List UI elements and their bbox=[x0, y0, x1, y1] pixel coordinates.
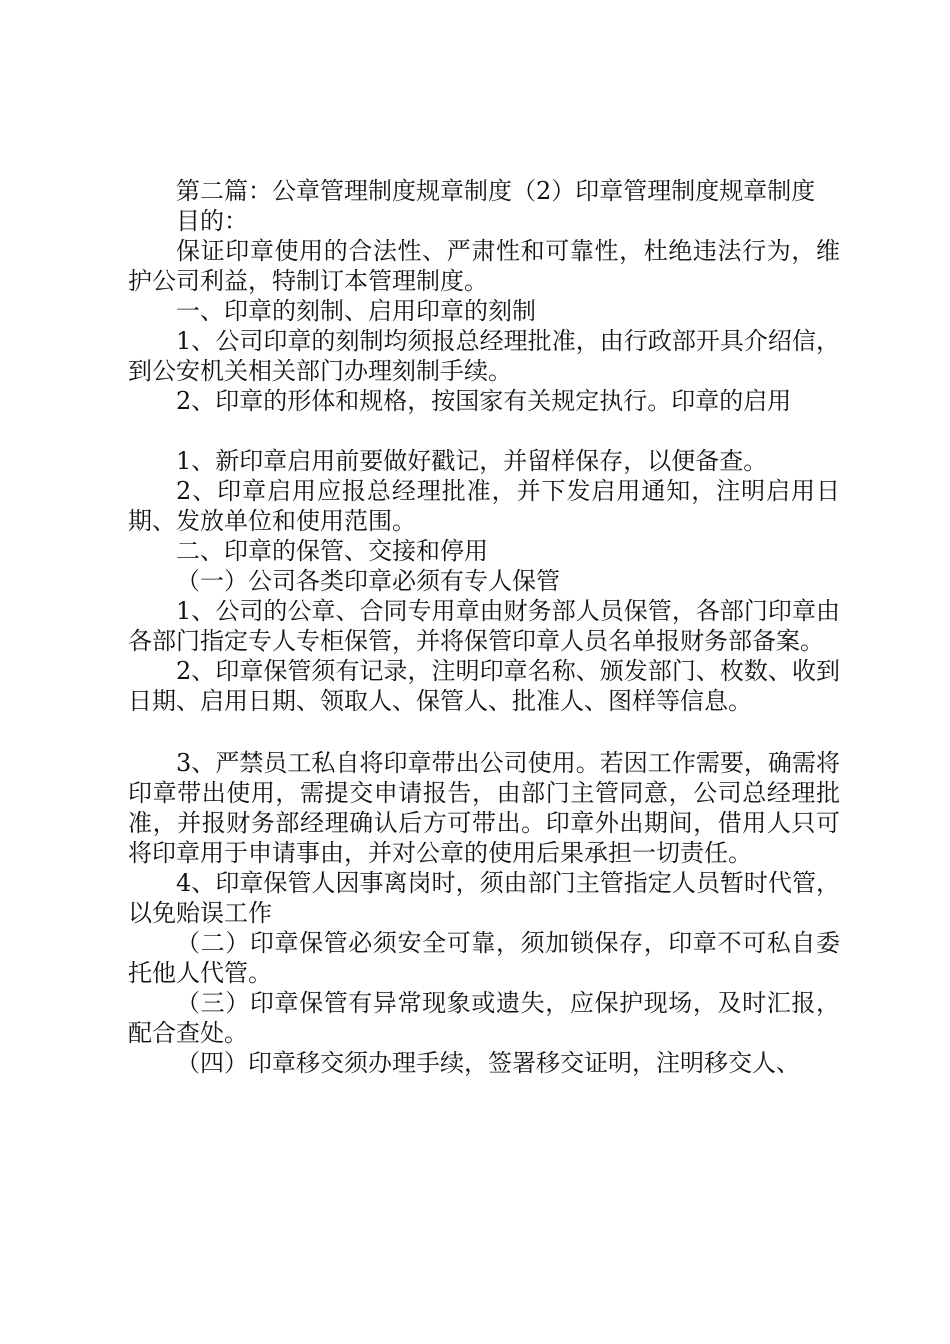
subsection-4: （四）印章移交须办理手续，签署移交证明，注明移交人、 bbox=[176, 1049, 800, 1077]
custody-item-2: 2、印章保管须有记录，注明印章名称、颁发部门、枚数、收到日期、启用日期、领取人、保管人、批准人、图样等信息。 bbox=[128, 657, 840, 715]
engraving-item-1: 1、公司印章的刻制均须报总经理批准，由行政部开具介绍信，到公安机关相关部门办理刻制手续。 bbox=[128, 327, 840, 385]
document-title: 第二篇：公章管理制度规章制度（2）印章管理制度规章制度 bbox=[176, 177, 816, 205]
custody-item-3: 3、严禁员工私自将印章带出公司使用。若因工作需要，确需将印章带出使用，需提交申请报告，由部门主管同意，公司总经理批准，并报财务部经理确认后方可带出。印章外出期间，借用人只可将印章用于申请事由，并对公章的使用后果承担一切责任。 bbox=[128, 749, 840, 867]
subsection-1-heading: （一）公司各类印章必须有专人保管 bbox=[176, 567, 560, 595]
section-2-heading: 二、印章的保管、交接和停用 bbox=[176, 537, 488, 565]
activation-item-1: 1、新印章启用前要做好戳记，并留样保存，以便备查。 bbox=[176, 447, 768, 475]
subsection-3: （三）印章保管有异常现象或遗失，应保护现场，及时汇报，配合查处。 bbox=[128, 989, 840, 1047]
activation-item-2: 2、印章启用应报总经理批准，并下发启用通知，注明启用日期、发放单位和使用范围。 bbox=[128, 477, 840, 535]
engraving-item-2: 2、印章的形体和规格，按国家有关规定执行。印章的启用 bbox=[176, 387, 792, 415]
subsection-2: （二）印章保管必须安全可靠，须加锁保存，印章不可私自委托他人代管。 bbox=[128, 929, 840, 987]
purpose-heading: 目的： bbox=[176, 207, 248, 235]
purpose-text: 保证印章使用的合法性、严肃性和可靠性，杜绝违法行为，维护公司利益，特制订本管理制度。 bbox=[128, 237, 840, 295]
section-1-heading: 一、印章的刻制、启用印章的刻制 bbox=[176, 297, 536, 325]
document-body bbox=[128, 176, 840, 1078]
custody-item-4: 4、印章保管人因事离岗时，须由部门主管指定人员暂时代管，以免贻误工作 bbox=[128, 869, 840, 927]
custody-item-1: 1、公司的公章、合同专用章由财务部人员保管，各部门印章由各部门指定专人专柜保管，并将保管印章人员名单报财务部备案。 bbox=[128, 597, 840, 655]
